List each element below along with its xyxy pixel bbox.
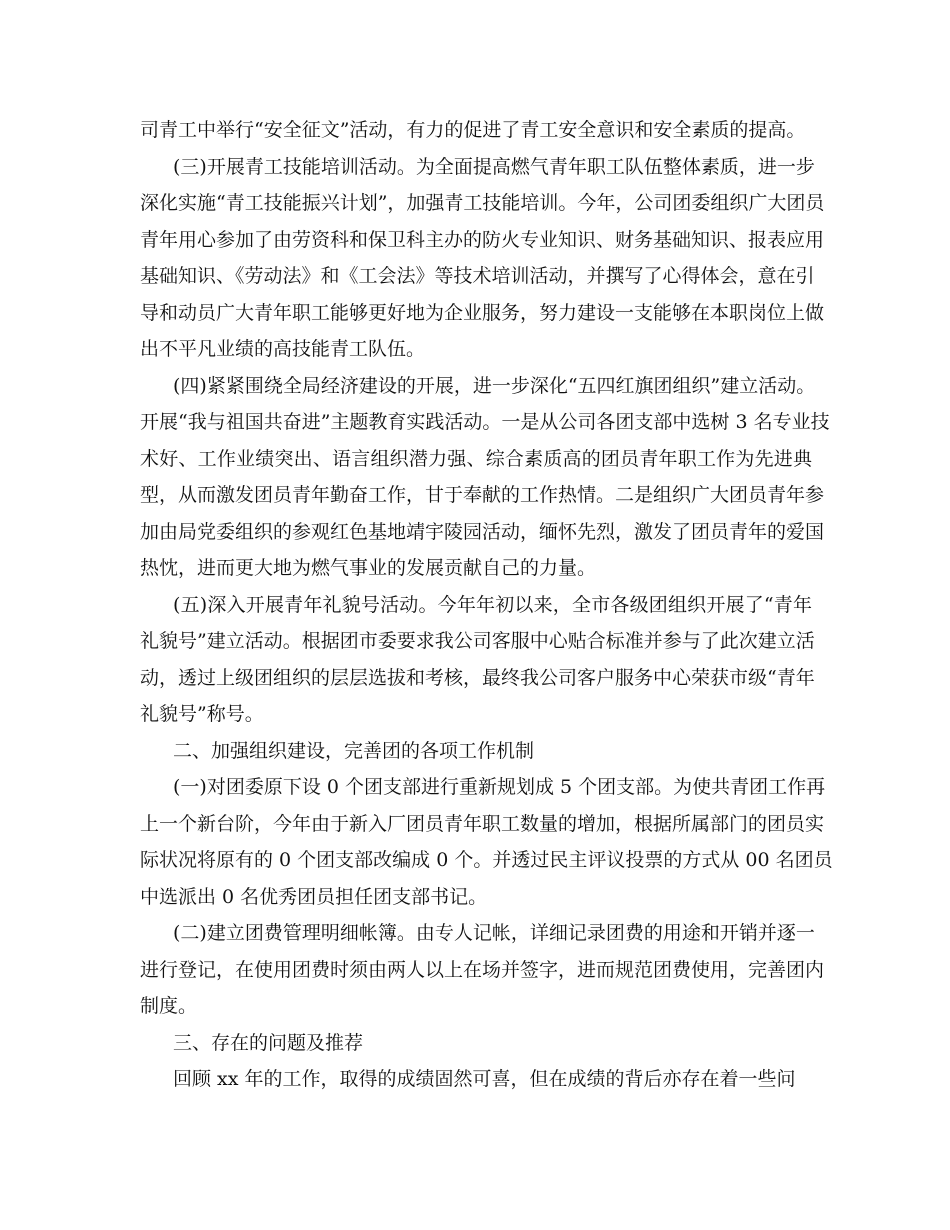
- text-line: 回顾 xx 年的工作，取得的成绩固然可喜，但在成绩的背后亦存在着一些问: [173, 1068, 796, 1090]
- text-line: 礼貌号”称号。: [140, 703, 264, 725]
- text-line: (三)开展青工技能培训活动。为全面提高燃气青年职工队伍整体素质，进一步: [173, 155, 815, 178]
- text-line: 开展“我与祖国共奋进”主题教育实践活动。一是从公司各团支部中选树 3 名专业技: [140, 411, 830, 433]
- text-line: 动，透过上级团组织的层层选拔和考核，最终我公司客户服务中心荣获市级“青年: [140, 666, 815, 689]
- document-body: [140, 112, 833, 1098]
- text-line: 上一个新台阶，今年由于新入厂团员青年职工数量的增加，根据所属部门的团员实: [140, 812, 825, 835]
- text-line: 热忱，进而更大地为燃气事业的发展贡献自己的力量。: [140, 557, 597, 579]
- text-line: 基础知识、《劳动法》和《工会法》等技术培训活动，并撰写了心得体会，意在引: [140, 265, 815, 287]
- text-line: (二)建立团费管理明细帐簿。由专人记帐，详细记录团费的用途和开销并逐一: [173, 922, 815, 944]
- text-line: 加由局党委组织的参观红色基地靖宇陵园活动，缅怀先烈，激发了团员青年的爱国: [140, 520, 825, 543]
- text-line: 导和动员广大青年职工能够更好地为企业服务，努力建设一支能够在本职岗位上做: [140, 301, 825, 324]
- text-line: 青年用心参加了由劳资科和保卫科主办的防火专业知识、财务基础知识、报表应用: [140, 228, 825, 251]
- text-line: 制度。: [140, 995, 198, 1017]
- text-line: 司青工中举行“安全征文”活动，有力的促进了青工安全意识和安全素质的提高。: [140, 119, 806, 141]
- text-line: 深化实施“青工技能振兴计划”，加强青工技能培训。今年，公司团委组织广大团员: [140, 192, 825, 214]
- text-line: 出不平凡业绩的高技能青工队伍。: [140, 338, 426, 360]
- text-line: 型，从而激发团员青年勤奋工作，甘于奉献的工作热情。二是组织广大团员青年参: [140, 484, 825, 506]
- text-line: 三、存在的问题及推荐: [173, 1031, 364, 1054]
- text-line: 术好、工作业绩突出、语言组织潜力强、综合素质高的团员青年职工作为先进典: [140, 447, 812, 470]
- text-line: 进行登记，在使用团费时须由两人以上在场并签字，进而规范团费使用，完善团内: [140, 958, 825, 981]
- text-line: 礼貌号”建立活动。根据团市委要求我公司客服中心贴合标准并参与了此次建立活: [140, 630, 815, 652]
- text-line: 际状况将原有的 0 个团支部改编成 0 个。并透过民主评议投票的方式从 00 名团员: [140, 849, 833, 871]
- text-line: 中选派出 0 名优秀团员担任团支部书记。: [140, 885, 488, 908]
- text-line: (五)深入开展青年礼貌号活动。今年年初以来，全市各级团组织开展了“青年: [173, 593, 812, 616]
- text-line: (一)对团委原下设 0 个团支部进行重新规划成 5 个团支部。为使共青团工作再: [173, 776, 826, 798]
- text-line: 二、加强组织建设，完善团的各项工作机制: [173, 739, 535, 762]
- text-line: (四)紧紧围绕全局经济建设的开展，进一步深化“五四红旗团组织”建立活动。: [173, 374, 816, 397]
